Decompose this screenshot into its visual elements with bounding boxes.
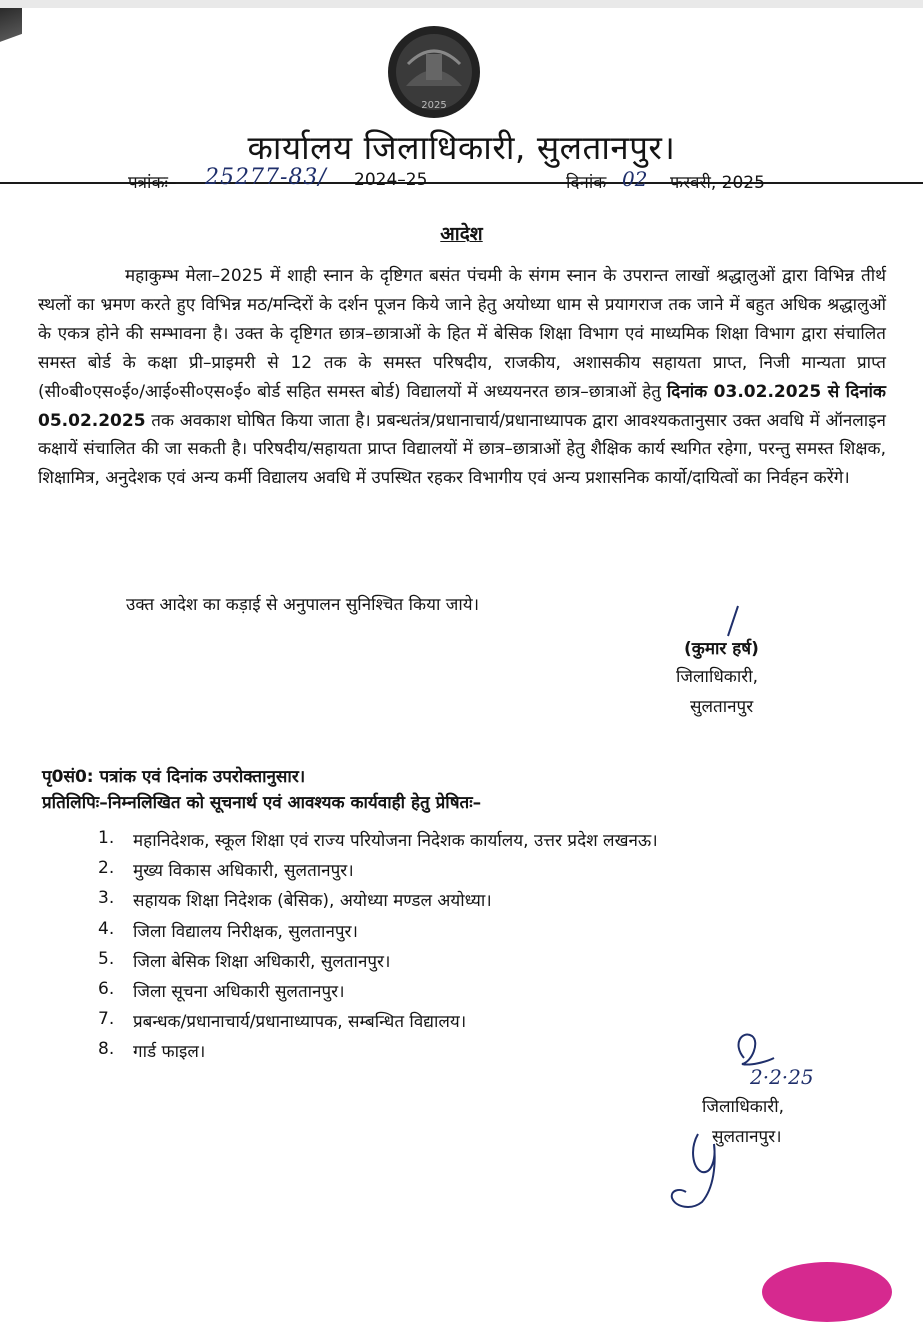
mahakumbh-emblem-logo — [386, 24, 482, 120]
order-paragraph-start: महाकुम्भ मेला–2025 में शाही स्नान के दृष्टिगत बसंत पंचमी के संगम स्नान के उपरान्त लाखों श्रद्धालुओं द्वारा विभिन्न तीर्थ स्थलों का भ्रमण करते हुए विभिन्न मठ/मन्दिरों के दर्शन पूजन किये जाने हेतु अयोध्या धाम से प्रयागराज तक जाने में बहुत अधिक श्रद्धालुओं के एकत्र होने की सम्भावना है। उक्त के दृष्टिगत छात्र–छात्राओं के हित में बेसिक शिक्षा विभाग एवं माध्यमिक शिक्षा विभाग द्वारा संचालित समस्त बोर्ड के कक्षा प्री–प्राइमरी से 12 तक के समस्त परिषदीय, राजकीय, अशासकीय सहायता प्राप्त, निजी मान्यता प्राप्त (सी०बी०एस०ई०/आई०सी०एस०ई० बोर्ड सहित समस्त बोर्ड) विद्यालयों में अध्ययनरत छात्र–छात्राओं हेतु — [38, 266, 886, 402]
list-item — [98, 979, 658, 1009]
list-text: मुख्य विकास अधिकारी, सुलतानपुर। — [133, 861, 354, 882]
reference-year: 2024–25 — [354, 170, 428, 190]
signature-stroke — [722, 604, 742, 638]
footer-place: सुलतानपुर। — [712, 1127, 782, 1147]
list-text: महानिदेशक, स्कूल शिक्षा एवं राज्य परियोजना निदेशक कार्यालय, उत्तर प्रदेश लखनऊ। — [133, 831, 658, 851]
handwritten-date: 2·2·25 — [750, 1065, 814, 1089]
date-label: दिनांक — [566, 173, 607, 193]
list-item — [98, 888, 658, 918]
copy-reference-line — [42, 764, 481, 790]
list-number: 6. — [98, 978, 115, 999]
list-item — [98, 919, 658, 949]
signatory-place: सुलतानपुर — [690, 697, 754, 717]
list-item — [98, 949, 658, 979]
date-month-year: फरवरी, 2025 — [670, 173, 765, 193]
order-paragraph — [38, 262, 886, 493]
reference-handwritten-number: 25277-83/ — [205, 165, 327, 190]
page-fold-shadow — [0, 8, 22, 56]
list-text: जिला बेसिक शिक्षा अधिकारी, सुलतानपुर। — [133, 951, 391, 972]
order-paragraph-end: तक अवकाश घोषित किया जाता है। प्रबन्धतंत्र/प्रधानाचार्य/प्रधानाध्यापक द्वारा आवश्यकतानुसार उक्त अवधि में ऑनलाइन कक्षायें संचालित की जा सकती है। परिषदीय/सहायता प्राप्त विद्यालयों में छात्र–छात्राओं हेतु शैक्षिक कार्य स्थगित रहेगा, परन्तु समस्त शिक्षक, शिक्षामित्र, अनुदेशक एवं अन्य कर्मी विद्यालय अवधि में उपस्थित रहकर विभागीय एवं अन्य प्रशासनिक कार्यो/दायित्वों का निर्वहन करेंगे। — [38, 410, 886, 489]
list-text: जिला विद्यालय निरीक्षक, सुलतानपुर। — [133, 921, 358, 942]
list-item — [98, 828, 658, 858]
reference-label: पत्रांकः– — [128, 173, 177, 193]
copy-heading-text: प्रतिलिपिः–निम्नलिखित को सूचनार्थ एवं आवश्यक कार्यवाही हेतु प्रेषितः– — [42, 793, 482, 813]
compliance-line: उक्त आदेश का कड़ाई से अनुपालन सुनिश्चित किया जाये। — [126, 595, 480, 615]
signatory-name: (कुमार हर्ष) — [684, 639, 759, 659]
copy-section — [42, 764, 481, 816]
list-number: 1. — [98, 828, 115, 848]
list-text: जिला सूचना अधिकारी सुलतानपुर। — [133, 981, 345, 1002]
holiday-dates: दिनांक 03.02.2025 से दिनांक 05.02.2025 — [38, 381, 886, 431]
order-title: आदेश — [440, 223, 483, 245]
copy-recipient-list — [98, 828, 658, 1070]
order-heading — [0, 220, 923, 246]
emblem-year: 2025 — [421, 100, 447, 111]
pink-sticker-edge — [762, 1262, 892, 1322]
handwritten-initial-and-date — [730, 1022, 850, 1092]
footer-designation: जिलाधिकारी, — [702, 1097, 785, 1117]
copy-ref-text: पृ0सं0: पत्रांक एवं दिनांक उपरोक्तानुसार। — [42, 767, 306, 787]
scan-top-border — [0, 0, 923, 8]
signatory-designation: जिलाधिकारी, — [676, 667, 759, 687]
list-item — [98, 858, 658, 888]
list-number: 2. — [98, 858, 115, 879]
list-item — [98, 1009, 658, 1039]
list-item — [98, 1039, 658, 1069]
list-number: 8. — [98, 1039, 115, 1060]
list-number: 5. — [98, 948, 115, 969]
office-title: कार्यालय जिलाधिकारी, सुलतानपुर। — [247, 128, 676, 167]
list-number: 3. — [98, 888, 115, 909]
copy-heading — [42, 790, 481, 816]
order-body — [38, 262, 886, 493]
list-text: प्रबन्धक/प्रधानाचार्य/प्रधानाध्यापक, सम्बन्धित विद्यालय। — [133, 1012, 467, 1033]
date-handwritten-day: 02 — [622, 167, 648, 191]
list-text: गार्ड फाइल। — [133, 1042, 206, 1063]
list-number: 4. — [98, 918, 115, 939]
list-text: सहायक शिक्षा निदेशक (बेसिक), अयोध्या मण्डल अयोध्या। — [133, 891, 492, 912]
handwritten-signature-mark — [662, 1128, 742, 1212]
list-number: 7. — [98, 1009, 115, 1030]
